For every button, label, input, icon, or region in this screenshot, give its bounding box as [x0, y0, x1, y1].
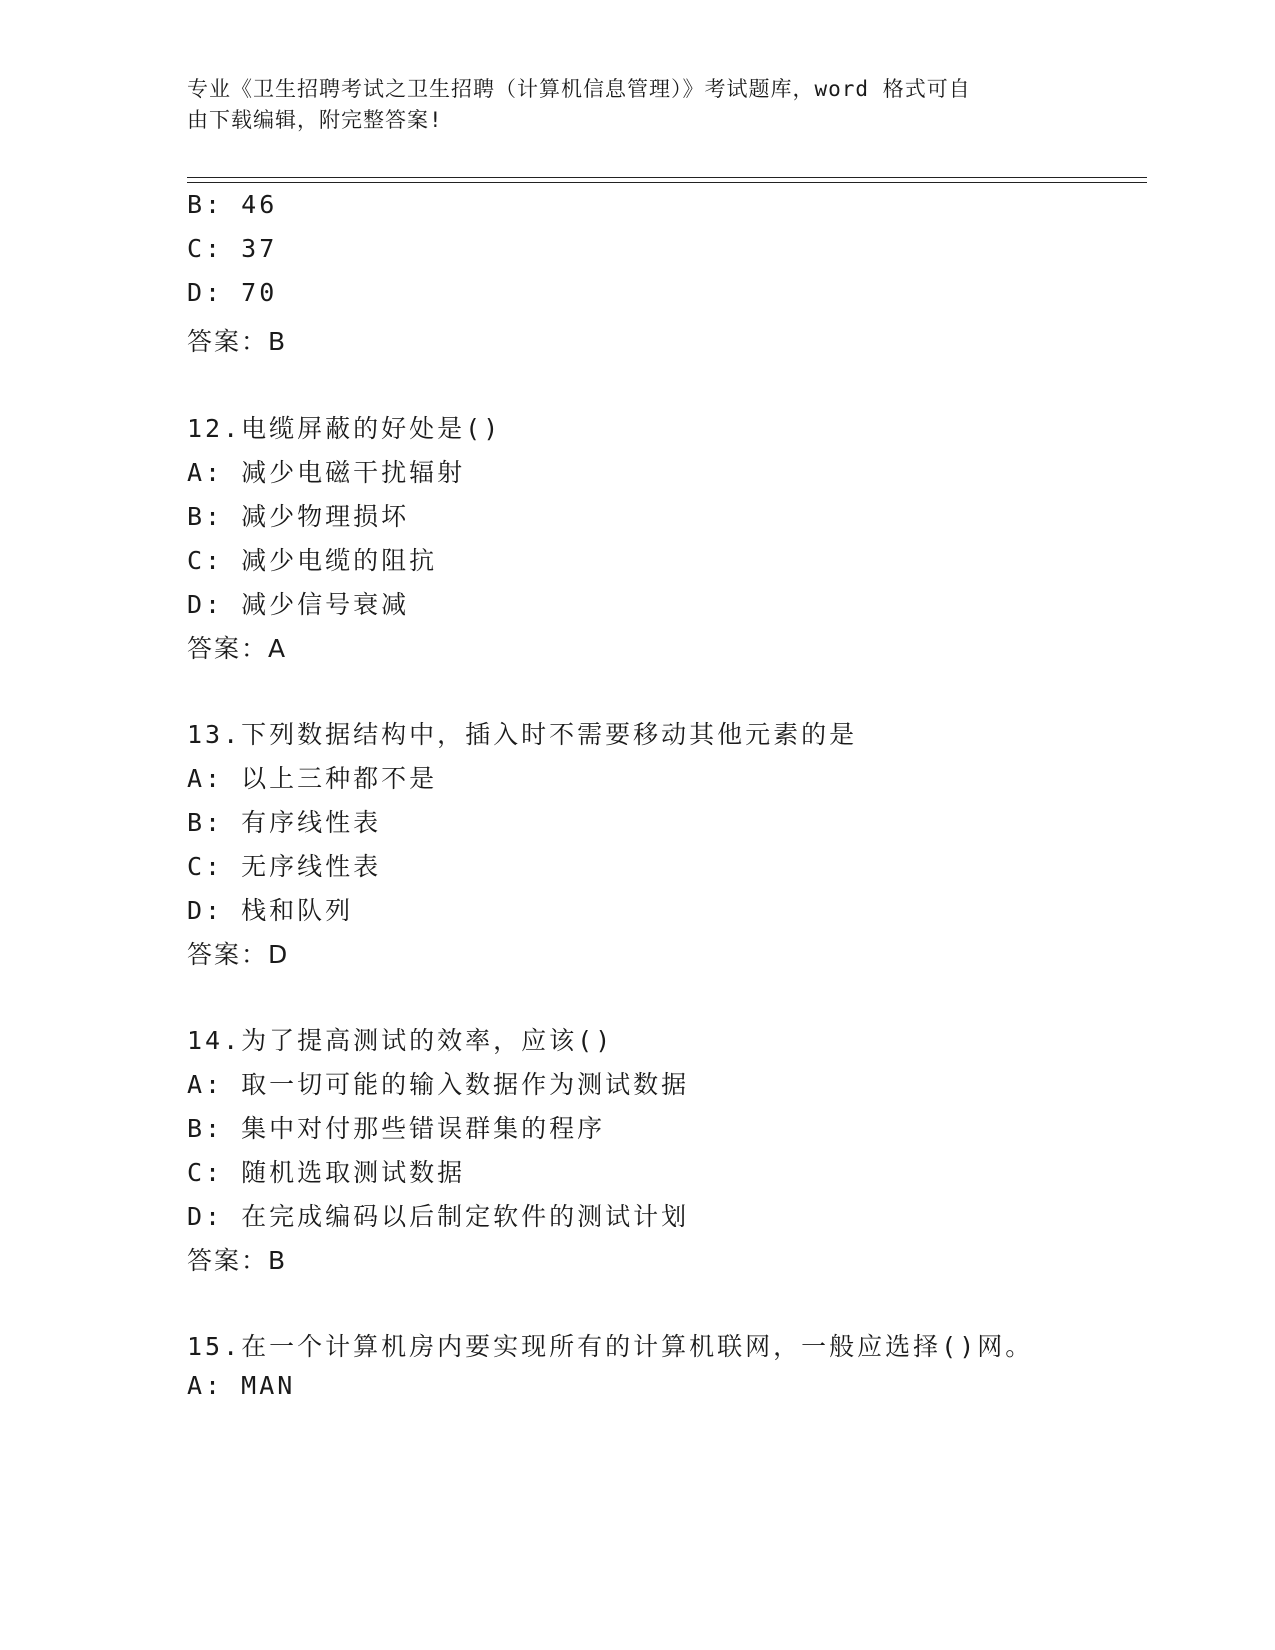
- q11-answer: 答案：B: [187, 327, 288, 356]
- q11-option-c: C: 37: [187, 234, 278, 263]
- q14-answer: 答案：B: [187, 1246, 288, 1275]
- header-line-1: 专业《卫生招聘考试之卫生招聘（计算机信息管理）》考试题库，word 格式可自: [187, 77, 971, 101]
- q14-option-c: C: 随机选取测试数据: [187, 1158, 466, 1187]
- header-divider-bottom: [187, 182, 1147, 183]
- q15-question: 15.在一个计算机房内要实现所有的计算机联网，一般应选择()网。: [187, 1332, 1034, 1361]
- q12-option-a: A: 减少电磁干扰辐射: [187, 458, 466, 487]
- q12-option-d: D: 减少信号衰减: [187, 590, 410, 619]
- q13-option-c: C: 无序线性表: [187, 852, 382, 881]
- q14-question: 14.为了提高测试的效率，应该(): [187, 1026, 614, 1055]
- q15-option-a: A: MAN: [187, 1371, 296, 1400]
- q11-option-d: D: 70: [187, 278, 278, 307]
- q12-option-b: B: 减少物理损坏: [187, 502, 410, 531]
- q12-option-c: C: 减少电缆的阻抗: [187, 546, 438, 575]
- q13-option-d: D: 栈和队列: [187, 896, 354, 925]
- header-divider-top: [187, 177, 1147, 178]
- q13-option-b: B: 有序线性表: [187, 808, 382, 837]
- q11-option-b: B: 46: [187, 190, 278, 219]
- q13-option-a: A: 以上三种都不是: [187, 764, 438, 793]
- header-line-2: 由下载编辑，附完整答案!: [187, 108, 443, 132]
- q13-answer: 答案：D: [187, 940, 290, 969]
- q14-option-d: D: 在完成编码以后制定软件的测试计划: [187, 1202, 690, 1231]
- q12-question: 12.电缆屏蔽的好处是(): [187, 414, 502, 443]
- q13-question: 13.下列数据结构中，插入时不需要移动其他元素的是: [187, 720, 858, 749]
- q12-answer: 答案：A: [187, 634, 288, 663]
- document-header: [187, 74, 1087, 136]
- q14-option-b: B: 集中对付那些错误群集的程序: [187, 1114, 606, 1143]
- q14-option-a: A: 取一切可能的输入数据作为测试数据: [187, 1070, 690, 1099]
